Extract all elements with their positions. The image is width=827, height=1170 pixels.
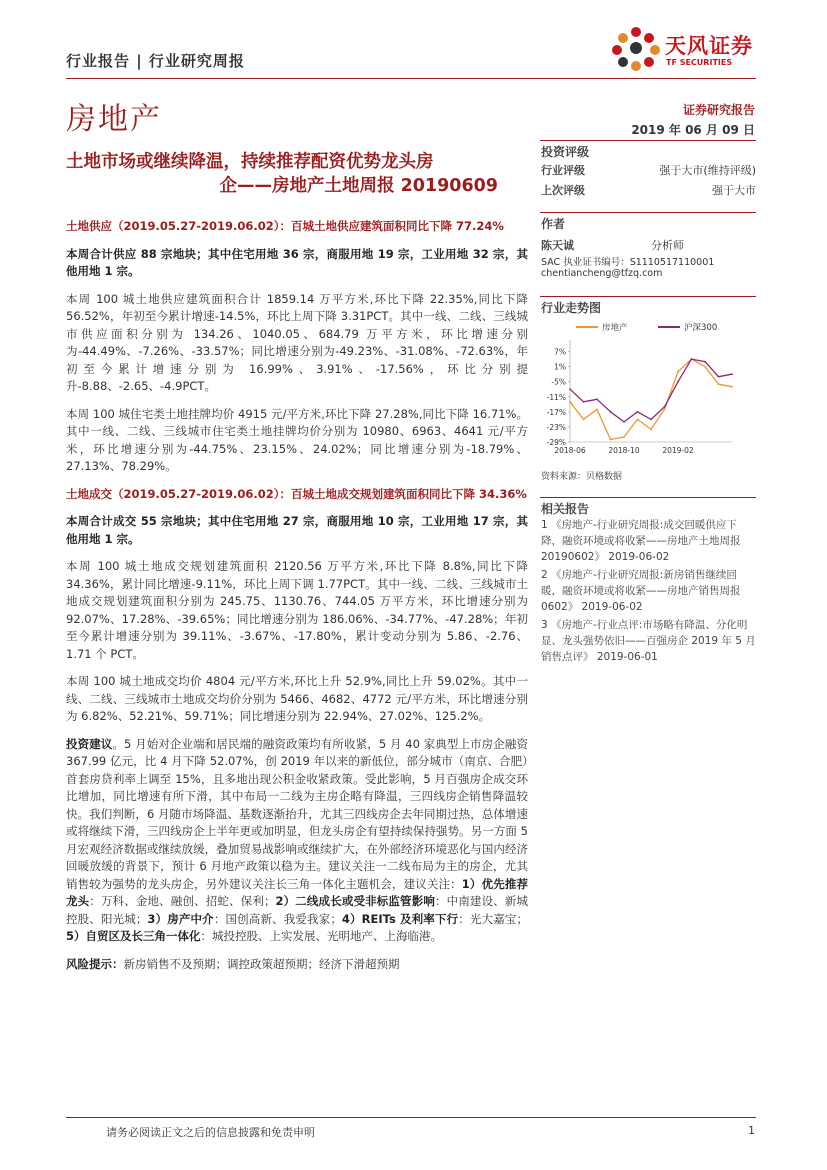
author-role: 分析师: [651, 239, 684, 252]
previous-rating-value: 强于大市: [712, 184, 756, 197]
x-tick-label: 2019-02: [662, 446, 694, 455]
related-divider: [540, 497, 756, 498]
x-tick-label: 2018-10: [608, 446, 640, 455]
data-point: [637, 411, 639, 413]
data-point: [650, 418, 652, 420]
brand-name: 天风证券: [665, 34, 753, 58]
y-tick-label: -11%: [546, 392, 566, 402]
risk-text: 新房销售不及预期；调控政策超预期；经济下滑超预期: [123, 956, 400, 971]
data-point: [583, 418, 585, 420]
chart-source: 资料来源：贝格数据: [541, 472, 623, 482]
supply-area-paragraph: 本周 100 城土地供应建筑面积合计 1859.14 万平方米,环比下降 22.35%,同比下降 56.52%，年初至今累计增速-14.5%，环比上周下降 3.31PCT。其中一线、二线、三线城市供应面积分别为 134.26、1040.05、684.79 万平方米，环比增速分别为-44.49%、-7.26%、-33.57%；同比增速分别为-49.23%、-31.08%、-72.63%，年初至今累计增速分别为 16.99%、3.91%、-17.56%，环比分别提升-8.88、-2.65、-4.9PCT。: [66, 291, 528, 393]
data-point: [677, 381, 679, 383]
rec1-label: 1）优先推荐龙头: [66, 876, 528, 908]
advice-label: 投资建议: [66, 736, 113, 751]
y-tick-label: -17%: [546, 407, 566, 417]
data-point: [623, 421, 625, 423]
footer-divider: [66, 1117, 756, 1118]
legend-label: 沪深300: [684, 323, 718, 333]
data-point: [731, 373, 733, 375]
author-name: 陈天诚: [541, 239, 574, 252]
rec1-text: ：万科、金地、融创、招蛇、保利；: [89, 894, 276, 908]
data-point: [610, 411, 612, 413]
data-point: [569, 388, 571, 390]
rec4-text: ：光大嘉宝；: [458, 911, 529, 926]
author-divider: [540, 212, 756, 213]
y-tick-label: -23%: [546, 422, 566, 432]
risk-label: 风险提示：: [66, 956, 124, 971]
chart-heading: 行业走势图: [541, 301, 602, 315]
advice-text: 。5 月始对企业端和居民端的融资政策均有所收紧，5 月 40 家典型上市房企融资 367.99 亿元，比 4 月下降 52.07%，创 2019 年以来的新低位，部分城市（南京、合肥）首套房贷利率上调至 15%，且多地出现公积金收紧政策。受此影响，5 月百强房企成交环比增加，同比增速有所下滑，其中布局一二线为主房企略有降温，三四线房企销售降温较快。我们判断，6 月随市场降温、基数逐渐抬升，尤其三四线房企去年同期过热，总体增速或将继续下滑，三四线房企上半年更或加明显，但龙头房企有望持续保持强势。另一方面 5 月宏观经济数据或继续放缓，叠加贸易战影响或继续扩大，在外部经济环境恶化与国内经济回暖放缓的背景下，预计 6 月地产政策以稳为主。建议关注一二线布局为主的房企，尤其销售较为强势的龙头房企，另外建议关注长三角一体化主题机会，建议关注：: [66, 736, 528, 891]
data-point: [569, 401, 571, 403]
author-heading: 作者: [541, 217, 566, 231]
main-body: [66, 218, 528, 983]
data-point: [731, 386, 733, 388]
data-point: [718, 376, 720, 378]
supply-summary: 本周合计供应 88 宗地块；其中住宅用地 36 宗，商服用地 19 宗，工业用地 32 宗，其他用地 1 宗。: [66, 246, 528, 278]
series-line: [570, 359, 732, 422]
data-point: [623, 436, 625, 438]
investment-advice: [66, 736, 528, 946]
risk-warning: [66, 956, 528, 974]
author-sac: SAC 执业证书编号：S1110517110001: [541, 257, 715, 268]
data-point: [664, 406, 666, 408]
header-divider: [66, 78, 756, 79]
data-point: [677, 371, 679, 373]
previous-rating: [541, 182, 756, 198]
transaction-section-title: 土地成交（2019.05.27-2019.06.02）：百城土地成交规划建筑面积同比下降 34.36%: [66, 486, 527, 501]
author-email[interactable]: chentiancheng@tfzq.com: [541, 268, 663, 279]
industry-rating-label: 行业评级: [541, 164, 585, 177]
supply-price-paragraph: 本周 100 城住宅类土地挂牌均价 4915 元/平方米,环比下降 27.28%,同比下降 16.71%。其中一线、二线、三线城市住宅类土地挂牌均价分别为 10980、6963、4641 元/平方米，环比增速分别为-44.75%、23.15%、24.02%；同比增速分别为-18.79%、27.13%、78.29%。: [66, 406, 528, 473]
x-tick-label: 2018-06: [554, 446, 586, 455]
related-item[interactable]: 1 《房地产-行业研究周报:成交回暖供应下降，融资环境或将收紧——房地产土地周报 20190602》 2019-06-02: [541, 519, 741, 563]
industry-rating: [541, 162, 756, 178]
related-item[interactable]: 3 《房地产-行业点评:市场略有降温、分化明显、龙头强势依旧——百强房企 2019 年 5 月销售点评》 2019-06-01: [541, 619, 756, 663]
data-point: [664, 408, 666, 410]
transaction-area-paragraph: 本周 100 城土地成交规划建筑面积 2120.56 万平方米,环比下降 8.8%,同比下降 34.36%，累计同比增速-9.11%，环比上周下调 1.77PCT。其中一线、二线、三线城市土地成交规划建筑面积分别为 245.75、1130.76、744.05 万平方米，环比增速分别为 92.07%、17.28%、-39.65%；同比增速分别为 186.06%、-34.77%、-47.28%；年初至今累计增速分别为 39.11%、-3.67%、-17.80%，累计变动分别为 5.86、-2.76、1.71 个 PCT。: [66, 559, 528, 661]
data-point: [596, 408, 598, 410]
related-list: [541, 517, 757, 667]
report-category: 行业报告 | 行业研究周报: [66, 52, 245, 70]
report-date: 2019 年 06 月 09 日: [631, 123, 755, 137]
industry-rating-value: 强于大市(维持评级): [659, 164, 756, 177]
legend-label: 房地产: [602, 323, 628, 333]
rec2-label: 2）二线成长或受非标监管影响: [275, 894, 435, 908]
transaction-price-paragraph: 本周 100 城土地成交均价 4804 元/平方米,环比上升 52.9%,同比上升 59.02%。其中一线、二线、三线城市土地成交均价分别为 5466、4682、4772 元/平方米，环比增速分别为 6.82%、52.21%、59.71%；同比增速分别为 22.94%、27.02%、125.2%。: [66, 674, 528, 723]
report-title: [66, 150, 498, 198]
report-type: 证券研究报告: [682, 103, 755, 117]
previous-rating-label: 上次评级: [541, 184, 585, 197]
author-line: [541, 237, 756, 253]
rating-heading: 投资评级: [541, 145, 590, 159]
rec5-text: ：城投控股、上实发展、光明地产、上海临港。: [200, 929, 443, 943]
y-tick-label: 1%: [554, 362, 566, 372]
data-point: [596, 398, 598, 400]
sector-title: 房地产: [66, 102, 162, 137]
page-number: 1: [748, 1124, 755, 1137]
report-title-line1: 土地市场或继续降温，持续推荐配资优势龙头房: [66, 152, 434, 172]
trend-chart: [540, 318, 756, 458]
rec3-text: ：国创高新、我爱我家；: [213, 911, 342, 926]
y-tick-label: -5%: [551, 377, 566, 387]
brand-logo: [611, 26, 761, 74]
transaction-summary: 本周合计成交 55 宗地块；其中住宅用地 27 宗，商服用地 10 宗，工业用地 17 宗，其他用地 1 宗。: [66, 514, 528, 546]
data-point: [610, 439, 612, 441]
related-item[interactable]: 2 《房地产-行业研究周报:新房销售继续回暖，融资环境或将收紧——房地产销售周报 0602》 2019-06-02: [541, 569, 741, 613]
data-point: [691, 358, 693, 360]
logo-mark-icon: [611, 26, 661, 72]
report-title-line2: 企——房地产土地周报 20190609: [219, 176, 498, 196]
data-point: [704, 361, 706, 363]
data-point: [718, 383, 720, 385]
rec3-label: 3）房产中介: [147, 911, 214, 926]
data-point: [704, 366, 706, 368]
brand-name-en: TF SECURITIES: [666, 58, 733, 67]
rec2-text: ：中南建设、新城控股、阳光城；: [66, 894, 529, 926]
rec4-label: 4）REITs 及利率下行: [341, 911, 459, 926]
supply-section-title: 土地供应（2019.05.27-2019.06.02）：百城土地供应建筑面积同比下降 77.24%: [66, 219, 504, 233]
related-heading: 相关报告: [541, 502, 590, 516]
rating-divider: [540, 140, 756, 141]
y-tick-label: 7%: [554, 347, 566, 357]
disclaimer-link[interactable]: 请务必阅读正文之后的信息披露和免责申明: [106, 1126, 315, 1139]
data-point: [637, 418, 639, 420]
data-point: [583, 401, 585, 403]
data-point: [650, 429, 652, 431]
rec5-label: 5）自贸区及长三角一体化: [66, 929, 201, 943]
chart-divider: [540, 296, 756, 297]
y-tick-label: -29%: [546, 438, 566, 447]
